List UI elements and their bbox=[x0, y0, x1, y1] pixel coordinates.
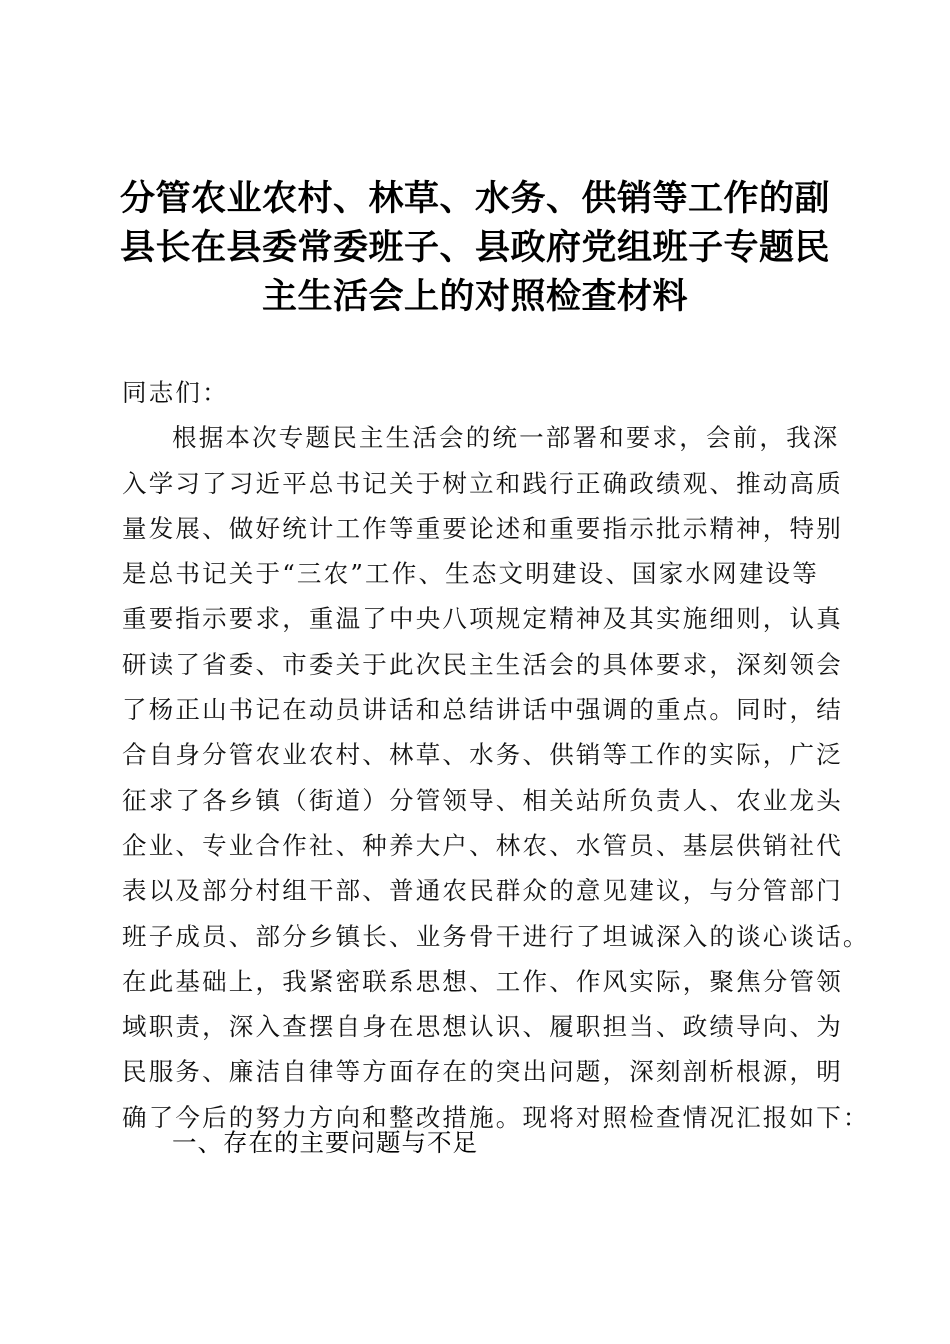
paragraph-line: 研读了省委、市委关于此次民主生活会的具体要求，深刻领会 bbox=[122, 649, 843, 679]
paragraph-line: 量发展、做好统计工作等重要论述和重要指示批示精神，特别 bbox=[122, 513, 843, 543]
paragraph-line: 合自身分管农业农村、林草、水务、供销等工作的实际，广泛 bbox=[122, 740, 843, 770]
title-line: 县长在县委常委班子、县政府党组班子专题民 bbox=[119, 228, 830, 268]
salutation: 同志们： bbox=[122, 378, 229, 407]
paragraph-line: 民服务、廉洁自律等方面存在的突出问题，深刻剖析根源，明 bbox=[122, 1057, 843, 1087]
paragraph-line: 在此基础上，我紧密联系思想、工作、作风实际，聚焦分管领 bbox=[122, 966, 843, 996]
document-title bbox=[110, 175, 840, 322]
paragraph-line: 是总书记关于“三农”工作、生态文明建设、国家水网建设等 bbox=[122, 559, 819, 589]
paragraph-line: 征求了各乡镇（街道）分管领导、相关站所负责人、农业龙头 bbox=[122, 785, 843, 815]
paragraph-line: 域职责，深入查摆自身在思想认识、履职担当、政绩导向、为 bbox=[122, 1012, 843, 1042]
paragraph-line: 重要指示要求，重温了中央八项规定精神及其实施细则，认真 bbox=[122, 604, 843, 634]
paragraph-line: 企业、专业合作社、种养大户、林农、水管员、基层供销社代 bbox=[122, 830, 843, 860]
paragraph-line: 入学习了习近平总书记关于树立和践行正确政绩观、推动高质 bbox=[122, 468, 843, 498]
document-body bbox=[122, 370, 870, 1140]
paragraph-line: 班子成员、部分乡镇长、业务骨干进行了坦诚深入的谈心谈话。 bbox=[122, 921, 870, 951]
section-heading: 一、存在的主要问题与不足 bbox=[172, 1128, 478, 1157]
title-line: 主生活会上的对照检查材料 bbox=[261, 277, 688, 317]
paragraph-line: 了杨正山书记在动员讲话和总结讲话中强调的重点。同时，结 bbox=[122, 695, 843, 725]
title-line: 分管农业农村、林草、水务、供销等工作的副 bbox=[119, 179, 830, 219]
paragraph-line: 确了今后的努力方向和整改措施。现将对照检查情况汇报如下： bbox=[122, 1102, 870, 1132]
paragraph-line: 根据本次专题民主生活会的统一部署和要求，会前，我深 bbox=[172, 423, 840, 453]
paragraph-line: 表以及部分村组干部、普通农民群众的意见建议，与分管部门 bbox=[122, 876, 843, 906]
